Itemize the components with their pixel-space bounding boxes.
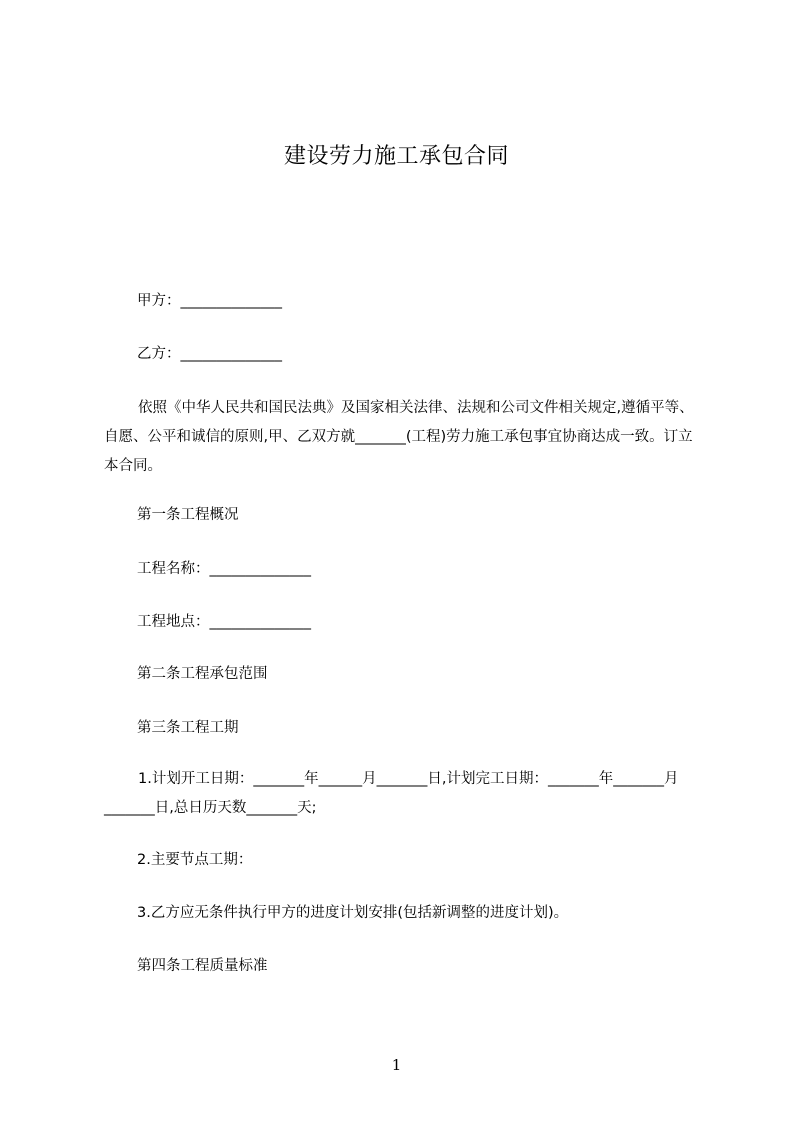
page-number: 1 (391, 1056, 402, 1074)
preamble-text: 依照《中华人民共和国民法典》及国家相关法律、法规和公司文件相关规定,遵循平等、自愿、公平和诚信的原则,甲、乙双方就_______(工程)劳力施工承包事宜协商达成一致。订立本合同。 (104, 400, 694, 474)
party-a-line: 甲方：______________ (137, 293, 282, 309)
schedule-item-1-text: 1.计划开工日期：_______年______月_______日,计划完工日期：_______年_______月_______日,总日历天数_______天; (104, 771, 679, 816)
preamble-paragraph (104, 394, 704, 481)
project-name-line: 工程名称：______________ (137, 561, 311, 577)
schedule-item-1 (104, 765, 704, 823)
project-location-line: 工程地点：______________ (137, 614, 311, 630)
article-3-heading: 第三条工程工期 (137, 720, 239, 736)
party-b-line: 乙方：______________ (137, 346, 282, 362)
schedule-item-3: 3.乙方应无条件执行甲方的进度计划安排(包括新调整的进度计划)。 (137, 905, 569, 921)
schedule-item-2: 2.主要节点工期： (137, 852, 253, 868)
article-4-heading: 第四条工程质量标准 (137, 958, 268, 974)
article-2-heading: 第二条工程承包范围 (137, 666, 268, 682)
article-1-heading: 第一条工程概况 (137, 507, 239, 523)
document-title: 建设劳力施工承包合同 (283, 144, 509, 169)
